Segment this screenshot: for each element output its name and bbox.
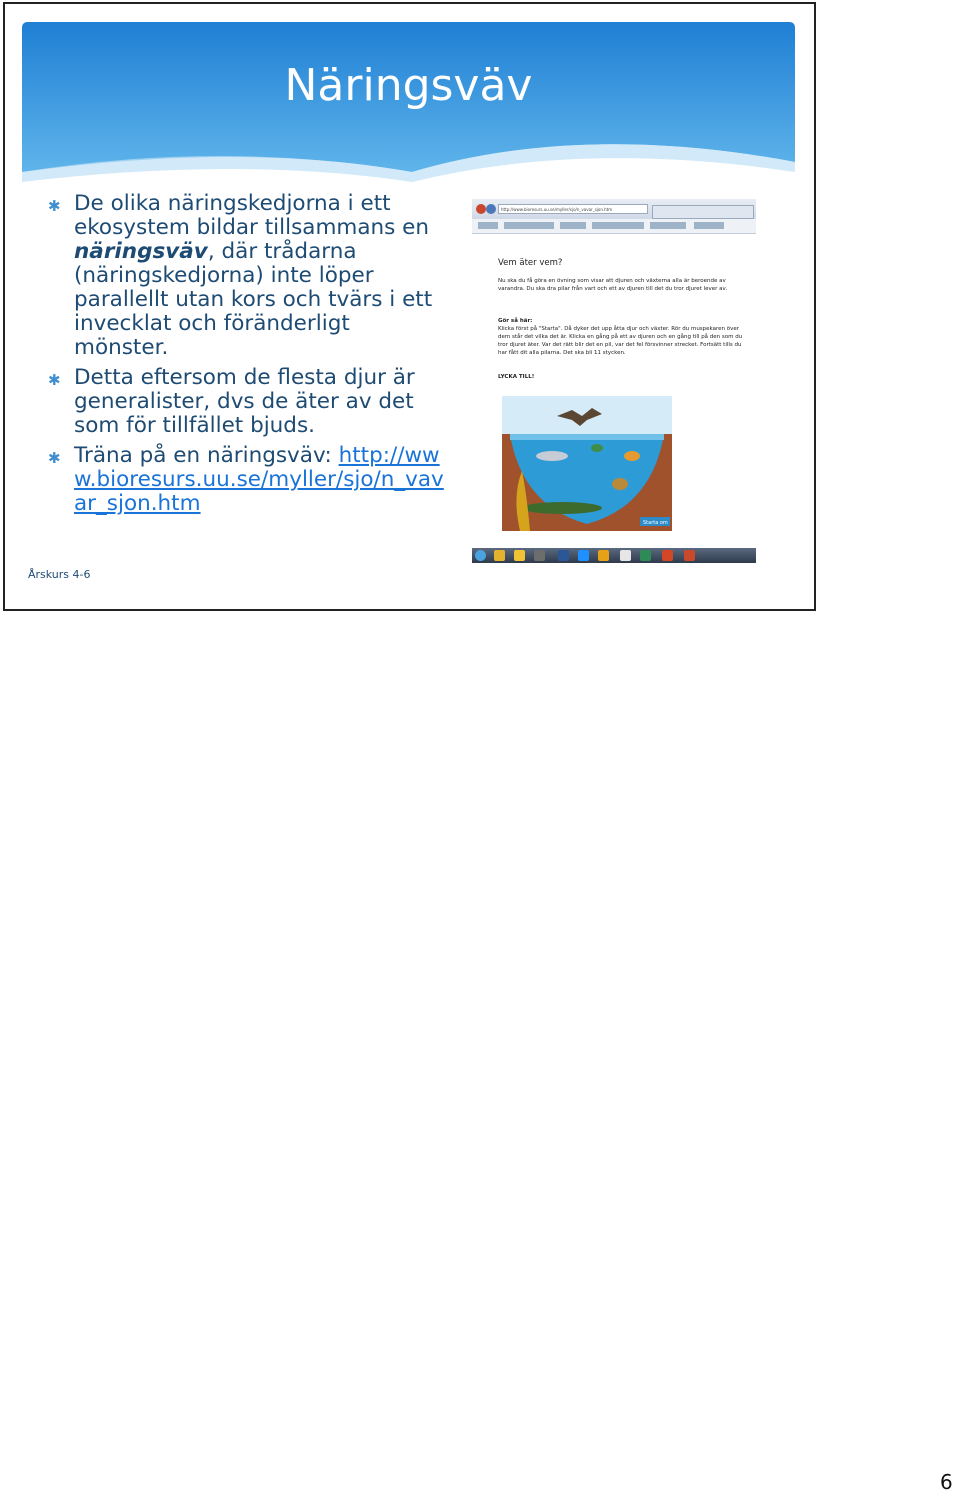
favorites-bar [472,219,756,234]
bullet-text: Detta eftersom de flesta djur är generalister, dvs de äter av det som för tillfället bjuds. [74,365,415,438]
embedded-browser-screenshot [472,199,756,563]
back-icon [476,204,486,214]
slide-footer: Årskurs 4-6 [28,568,91,581]
asterisk-bullet-icon: ✱ [48,197,61,215]
publisher-icon [640,550,651,561]
ie-icon [578,550,589,561]
exercise-intro: Nu ska du få göra en övning som visar att djuren och växterna alla är beroende av varandra. Du ska dra pilar från vart och ett av djuren till det du tror djuret lever av. [498,278,728,292]
bullet-item [48,366,448,438]
bullet-item [48,444,448,516]
asterisk-bullet-icon: ✱ [48,449,61,467]
folder-icon [514,550,525,561]
slide-title: Näringsväv [284,60,533,111]
browser-tab [652,205,754,219]
outlook-icon [598,550,609,561]
exercise-title: Vem äter vem? [498,258,563,268]
address-bar: http://www.bioresurs.uu.se/myller/sjo/n_vavar_sjon.htm [498,204,648,214]
bullet-emphasis: näringsväv [74,239,208,264]
howto-text: Klicka först på "Starta". Då dyker det upp åtta djur och växter. Rör du muspekaren över dem står det vilka det är. Klicka en gång på ett av djuren och en gång till på den som du tror djuret äter. Var det rätt blir det en pil, var det fel försvinner strecket. Fortsätt tills du har fått dit alla pilarna. Det ska bli 11 stycken. [498,326,743,356]
forward-icon [486,204,496,214]
start-icon [475,550,486,561]
lake-illustration [502,396,672,531]
app-icon [684,550,695,561]
word-icon [558,550,569,561]
browser-toolbar [472,199,756,220]
powerpoint-icon [662,550,673,561]
media-icon [534,550,545,561]
bullet-item [48,192,448,360]
windows-taskbar [472,548,756,563]
good-luck-text: LYCKA TILL! [498,374,535,380]
app-icon [620,550,631,561]
restart-button[interactable]: Starta om [643,520,668,526]
bullet-list [48,192,448,522]
bullet-text: , där trådarna (näringskedjorna) inte löper parallellt utan kors och tvärs i ett invecklat och föränderligt mönster. [74,239,433,360]
asterisk-bullet-icon: ✱ [48,371,61,389]
howto-heading: Gör så här: [498,318,533,324]
chrome-icon [494,550,505,561]
page-number: 6 [940,1470,953,1494]
bullet-text: Träna på en näringsväv: [74,443,339,468]
browser-page [472,234,756,546]
exercise-link[interactable]: http://www.bioresurs.uu.se/myller/sjo/n_vavar_sjon.htm [74,443,444,516]
bullet-text: De olika näringskedjorna i ett ekosystem bildar tillsammans en [74,191,430,240]
